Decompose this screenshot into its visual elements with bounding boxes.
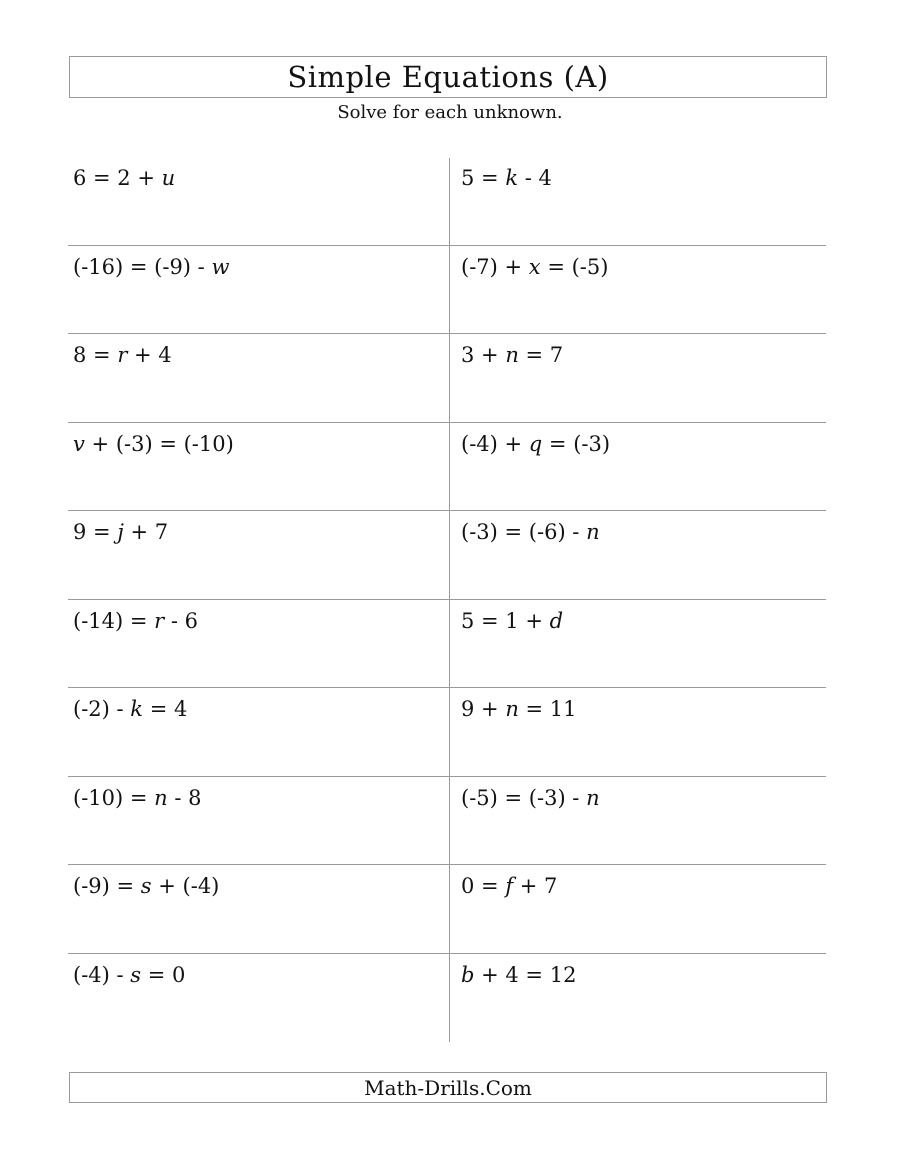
equation: (-16) = (-9) - w [73,254,230,279]
equation-cell-left [68,157,449,245]
equation-cell-left [68,246,449,334]
equation-cell-right [449,688,826,776]
worksheet-row [68,777,826,866]
equation: (-3) = (-6) - n [461,520,600,544]
equation: v + (-3) = (-10) [73,431,234,456]
worksheet-row [68,954,826,1043]
equation: 5 = k - 4 [461,166,552,190]
instructions-text: Solve for each unknown. [337,102,563,123]
equation: 5 = 1 + d [461,608,564,633]
worksheet-row [68,423,826,512]
equation-cell-left [68,865,449,953]
equation: (-10) = n - 8 [73,785,202,810]
equation-grid [68,157,826,1042]
equation-cell-left [68,334,449,422]
worksheet-row [68,600,826,689]
equation: (-9) = s + (-4) [73,874,220,898]
equation-cell-right [449,334,826,422]
equation-cell-right [449,865,826,953]
worksheet-row [68,688,826,777]
equation: 9 + n = 11 [461,697,577,721]
equation-cell-left [68,600,449,688]
equation: (-4) - s = 0 [73,962,186,987]
equation: 8 = r + 4 [73,343,172,367]
equation-cell-left [68,954,449,1043]
equation-cell-right [449,511,826,599]
equation: 9 = j + 7 [73,520,169,544]
footer-box [69,1072,827,1103]
worksheet-row [68,865,826,954]
equation: (-14) = r - 6 [73,608,199,633]
worksheet-row [68,511,826,600]
footer-text: Math-Drills.Com [364,1075,532,1100]
worksheet-row [68,157,826,246]
equation-cell-right [449,246,826,334]
column-divider [449,158,450,1042]
equation-cell-right [449,954,826,1043]
equation: 3 + n = 7 [461,343,564,367]
equation-cell-right [449,777,826,865]
title-box [69,56,827,98]
equation: (-5) = (-3) - n [461,785,600,810]
equation: 0 = f + 7 [461,874,558,898]
worksheet-row [68,246,826,335]
equation-cell-left [68,688,449,776]
equation-cell-right [449,423,826,511]
equation: 6 = 2 + u [73,166,176,190]
equation-cell-right [449,600,826,688]
equation-cell-right [449,157,826,245]
equation-cell-left [68,777,449,865]
equation-cell-left [68,423,449,511]
worksheet-row [68,334,826,423]
equation-cell-left [68,511,449,599]
equation: b + 4 = 12 [461,962,577,987]
page-title: Simple Equations (A) [287,60,609,94]
equation: (-7) + x = (-5) [461,254,609,279]
equation: (-4) + q = (-3) [461,431,611,456]
equation: (-2) - k = 4 [73,697,188,721]
